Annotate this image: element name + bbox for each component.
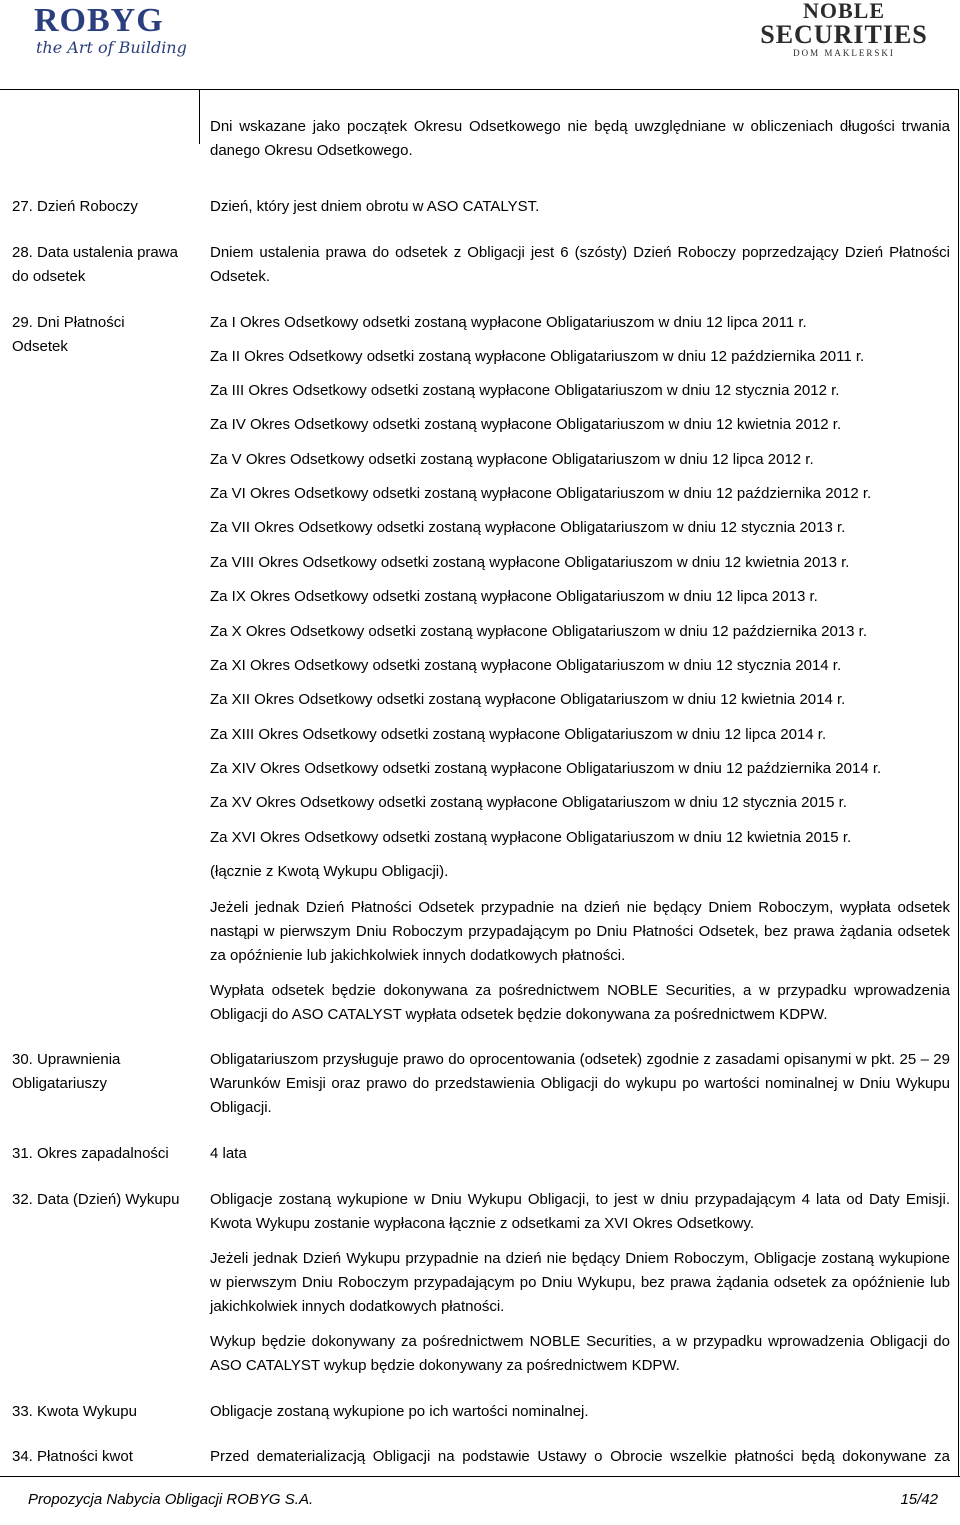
row-29-label: 29. Dni Płatności Odsetek: [12, 314, 125, 355]
page-footer: [0, 1476, 960, 1525]
row-33-label: 33. Kwota Wykupu: [12, 1403, 137, 1420]
row-32-redemption-agent: Wykup będzie dokonywany za pośrednictwem NOBLE Securities, a w przypadku wprowadzenia Obligacji do ASO CATALYST wykup będzie dokonywany za pośrednictwem KDPW.: [210, 1333, 950, 1374]
row-34-content: Przed dematerializacją Obligacji na podstawie Ustawy o Obrocie wszelkie płatności będą dokonywane za: [210, 1448, 950, 1465]
row-32-label: 32. Data (Dzień) Wykupu: [12, 1191, 180, 1208]
footer-page-number: 15/42: [900, 1491, 938, 1508]
row-34-label: 34. Płatności kwot: [12, 1448, 133, 1465]
period-line: Za V Okres Odsetkowy odsetki zostaną wypłacone Obligatariuszom w dniu 12 lipca 2012 r.: [210, 451, 814, 468]
row-29-payment-agent: Wypłata odsetek będzie dokonywana za pośrednictwem NOBLE Securities, a w przypadku wprowadzenia Obligacji do ASO CATALYST wypłata odsetek będzie dokonywana za pośrednictwem KDPW.: [210, 982, 950, 1023]
row-32-business-day-rule: Jeżeli jednak Dzień Wykupu przypadnie na dzień nie będący Dniem Roboczym, Obligacje zostaną wykupione w pierwszym Dniu Roboczym przypadającym po Dniu Wykupu, bez prawa żądania odsetek za opóźnienie lub jakichkolwiek innych dodatkowych płatności.: [210, 1250, 950, 1315]
table-column-divider: [199, 89, 200, 144]
period-line: Za VIII Okres Odsetkowy odsetki zostaną wypłacone Obligatariuszom w dniu 12 kwietnia 2013 r.: [210, 554, 850, 571]
period-line: Za II Okres Odsetkowy odsetki zostaną wypłacone Obligatariuszom w dniu 12 października 2011 r.: [210, 348, 865, 365]
row-27-label: 27. Dzień Roboczy: [12, 198, 138, 215]
noble-logo-line2: SECURITIES: [760, 20, 928, 49]
period-line: Za XII Okres Odsetkowy odsetki zostaną wypłacone Obligatariuszom w dniu 12 kwietnia 2014 r.: [210, 691, 846, 708]
period-line: Za X Okres Odsetkowy odsetki zostaną wypłacone Obligatariuszom w dniu 12 października 2013 r.: [210, 623, 867, 640]
row-29-business-day-rule: Jeżeli jednak Dzień Płatności Odsetek przypadnie na dzień nie będący Dniem Roboczym, wypłata odsetek nastąpi w pierwszym Dniu Roboczym przypadającym po Dniu Płatności Odsetek, bez prawa żądania odsetek za opóźnienie lub jakichkolwiek innych dodatkowych płatności.: [210, 899, 950, 964]
row-33-content: Obligacje zostaną wykupione po ich wartości nominalnej.: [210, 1403, 589, 1420]
footer-document-title: Propozycja Nabycia Obligacji ROBYG S.A.: [28, 1491, 314, 1508]
row-31-label: 31. Okres zapadalności: [12, 1145, 169, 1162]
noble-logo-line3: DOM MAKLERSKI: [793, 48, 895, 58]
row-27-content: Dzień, który jest dniem obrotu w ASO CATALYST.: [210, 198, 540, 215]
robyg-logo-main: ROBYG: [34, 2, 164, 39]
period-line: Za XVI Okres Odsetkowy odsetki zostaną wypłacone Obligatariuszom w dniu 12 kwietnia 2015 r.: [210, 829, 852, 846]
period-line: Za VI Okres Odsetkowy odsetki zostaną wypłacone Obligatariuszom w dniu 12 października 2012 r.: [210, 485, 872, 502]
period-line: Za III Okres Odsetkowy odsetki zostaną wypłacone Obligatariuszom w dniu 12 stycznia 2012 r.: [210, 382, 840, 399]
period-line: Za VII Okres Odsetkowy odsetki zostaną wypłacone Obligatariuszom w dniu 12 stycznia 2013 r.: [210, 519, 846, 536]
row-28-content: Dniem ustalenia prawa do odsetek z Obligacji jest 6 (szósty) Dzień Roboczy poprzedzający Dzień Płatności Odsetek.: [210, 244, 950, 285]
noble-securities-logo: [754, 0, 934, 58]
row-30-content: Obligatariuszom przysługuje prawo do oprocentowania (odsetek) zgodnie z zasadami opisanymi w pkt. 25 – 29 Warunków Emisji oraz prawo do przedstawienia Obligacji do wykupu po wartości nominalnej w Dniu Wykupu Obligacji.: [210, 1051, 950, 1116]
period-line: Za XIII Okres Odsetkowy odsetki zostaną wypłacone Obligatariuszom w dniu 12 lipca 2014 r.: [210, 726, 827, 743]
row-32-redemption: Obligacje zostaną wykupione w Dniu Wykupu Obligacji, to jest w dniu przypadającym 4 lata od Daty Emisji. Kwota Wykupu zostanie wypłacona łącznie z odsetkami za XVI Okres Odsetkowy.: [210, 1191, 950, 1232]
period-line: Za IX Okres Odsetkowy odsetki zostaną wypłacone Obligatariuszom w dniu 12 lipca 2013 r.: [210, 588, 818, 605]
robyg-logo-tagline: the Art of Building: [36, 38, 187, 57]
robyg-logo: [34, 4, 194, 66]
period-note: (łącznie z Kwotą Wykupu Obligacji).: [210, 863, 449, 880]
intro-text: Dni wskazane jako początek Okresu Odsetkowego nie będą uwzględniane w obliczeniach długości trwania danego Okresu Odsetkowego.: [210, 118, 950, 159]
period-line: Za I Okres Odsetkowy odsetki zostaną wypłacone Obligatariuszom w dniu 12 lipca 2011 r.: [210, 314, 807, 331]
period-line: Za IV Okres Odsetkowy odsetki zostaną wypłacone Obligatariuszom w dniu 12 kwietnia 2012 r.: [210, 416, 842, 433]
period-line: Za XV Okres Odsetkowy odsetki zostaną wypłacone Obligatariuszom w dniu 12 stycznia 2015 r.: [210, 794, 847, 811]
period-line: Za XIV Okres Odsetkowy odsetki zostaną wypłacone Obligatariuszom w dniu 12 października 2014 r.: [210, 760, 882, 777]
row-28-label: 28. Data ustalenia prawa do odsetek: [12, 244, 178, 285]
noble-logo-line1: NOBLE: [802, 0, 886, 23]
row-31-content: 4 lata: [210, 1145, 247, 1162]
row-30-label: 30. Uprawnienia Obligatariuszy: [12, 1051, 121, 1092]
page-header: [0, 0, 960, 80]
period-line: Za XI Okres Odsetkowy odsetki zostaną wypłacone Obligatariuszom w dniu 12 stycznia 2014 r.: [210, 657, 842, 674]
